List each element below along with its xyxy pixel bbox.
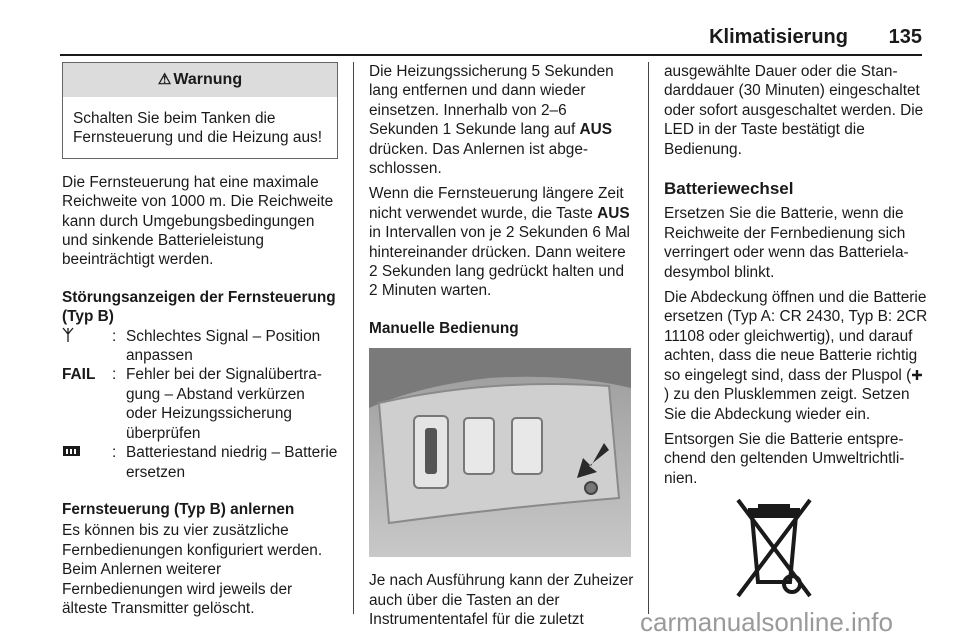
list-item: : Schlechtes Signal – Position anpassen — [62, 327, 338, 366]
crossed-bin-icon — [734, 496, 814, 600]
paragraph: Es können bis zu vier zusätzliche Fernbedienungen konfiguriert werden. Beim Anlernen weiterer Fernbedienungen wird jeweils der älteste Transmitter gelöscht. — [62, 522, 323, 617]
section-heading: Batteriewechsel — [664, 179, 794, 199]
paragraph: ausgewählte Dauer oder die Standarddauer (30 Minuten) eingeschaltet oder sofort ausgeschaltet werden. Die LED in der Taste bestätigt die Bedienung. — [664, 63, 924, 158]
watermark: carmanualsonline.info — [640, 607, 893, 637]
warning-box — [62, 62, 338, 159]
warning-header — [63, 63, 337, 97]
dashboard-buttons-photo — [369, 348, 631, 557]
list-item: : Batteriestand niedrig – Batterie ersetzen — [62, 443, 338, 482]
warning-text: Schalten Sie beim Tanken die Fernsteuerung und die Heizung aus! — [73, 110, 322, 147]
column-3 — [664, 62, 928, 600]
warning-triangle-icon: ⚠ — [157, 71, 172, 88]
fail-label: FAIL — [62, 366, 96, 384]
column-divider — [353, 62, 354, 614]
paragraph: Die Abdeckung öffnen und die Batterie ersetzen (Typ A: CR 2430, Typ B: 2CR 11108 oder gleichwertig), und darauf achten, dass die neue Batterie richtig so eingelegt sind, dass der Pluspol () zu den Plusklemmen zeigt. Setzen Sie die Abdeckung wieder ein. — [664, 289, 928, 423]
page-header — [60, 14, 922, 48]
page-number: 135 — [888, 26, 922, 48]
warning-title: Warnung — [173, 71, 243, 88]
section-heading: Fernsteuerung (Typ B) anlernen — [62, 500, 295, 518]
paragraph: Ersetzen Sie die Batterie, wenn die Reichweite der Fernbedienung sich verringert oder wenn das Batterieladesymbol blinkt. — [664, 205, 909, 281]
paragraph: Die Fernsteuerung hat eine maximale Reichweite von 1000 m. Die Reichweite kann durch Umgebungsbedingungen und sinkende Batterieleistung beeinträchtigt werden. — [62, 173, 334, 269]
antenna-icon — [62, 327, 112, 366]
paragraph: Je nach Ausführung kann der Zuheizer auch über die Tasten an der Instrumententafel für die zuletzt — [369, 572, 634, 629]
battery-icon — [62, 443, 112, 482]
paragraph: Die Heizungssicherung 5 Sekunden lang entfernen und dann wieder einsetzen. Innerhalb von 2–6 Sekunden 1 Sekunde lang auf AUS drücken. Das Anlernen ist abgeschlossen. — [369, 63, 614, 178]
plus-icon — [911, 369, 923, 381]
column-divider — [648, 62, 649, 614]
list-item: FAIL : Fehler bei der Signalübertragung – Abstand verkürzen oder Heizungssicherung überprüfen — [62, 366, 322, 442]
paragraph: Entsorgen Sie die Batterie entsprechend den geltenden Umweltrichtlinien. — [664, 430, 905, 487]
column-1 — [62, 62, 338, 624]
page-title: Klimatisierung — [709, 26, 848, 48]
section-heading: Störungsanzeigen der Fernsteuerung (Typ B) — [62, 288, 336, 326]
column-2 — [369, 62, 634, 636]
header-rule — [60, 54, 922, 56]
paragraph: Wenn die Fernsteuerung längere Zeit nicht verwendet wurde, die Taste AUS in Intervallen von je 2 Sekunden 6 Mal hintereinander drücken. Dann weitere 2 Sekunden lang gedrückt halten und 2 Minuten warten. — [369, 185, 630, 300]
section-heading: Manuelle Bedienung — [369, 319, 519, 337]
